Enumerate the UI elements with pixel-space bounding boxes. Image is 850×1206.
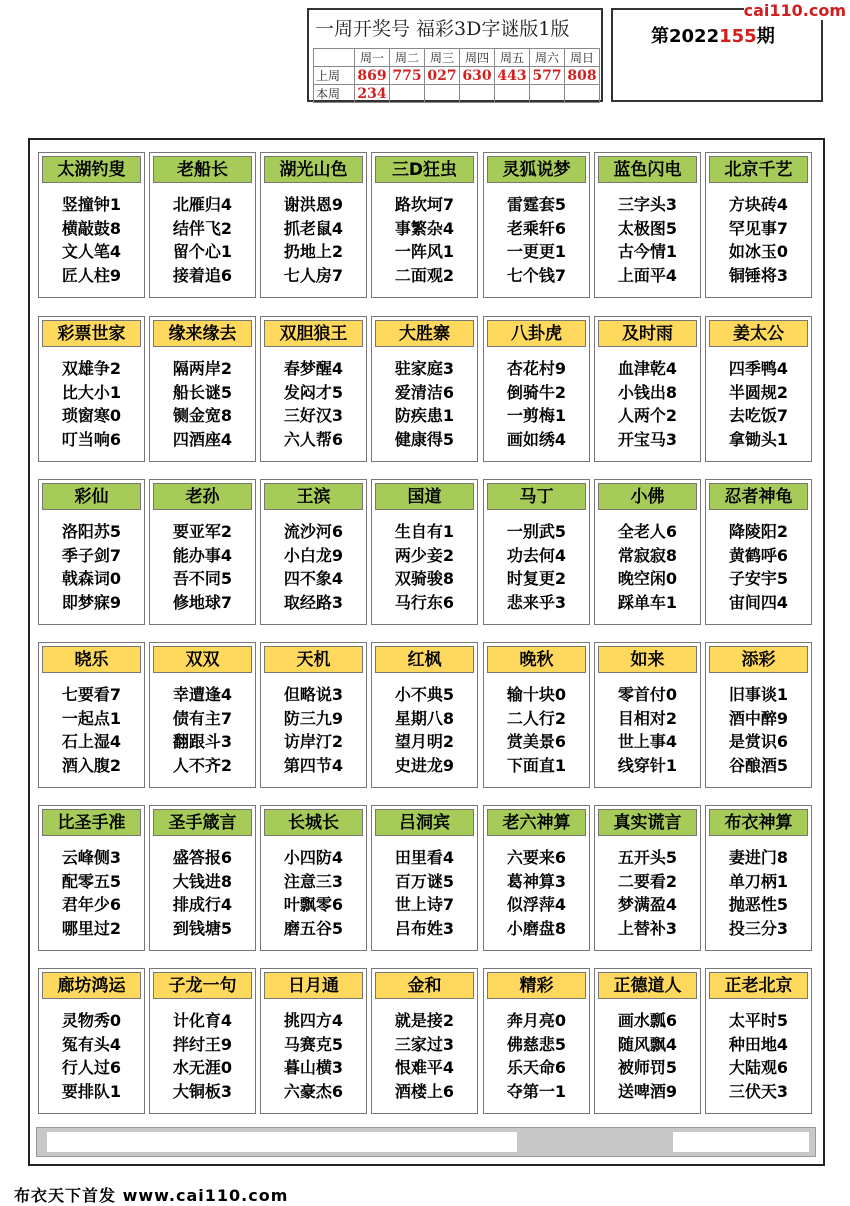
riddle-line: 春梦醒4 — [283, 359, 344, 378]
author-name: 马丁 — [487, 483, 586, 510]
riddle-cell — [260, 316, 367, 462]
author-name: 老孙 — [153, 483, 252, 510]
riddle-line: 季子剑7 — [61, 545, 122, 565]
riddle-cell — [594, 805, 701, 951]
riddle-line: 血津乾4 — [617, 359, 678, 378]
riddle-line: 奔月亮0 — [506, 1011, 567, 1030]
author-name: 长城长 — [264, 809, 363, 836]
draw-number: 577 — [530, 67, 565, 85]
draw-number — [565, 85, 600, 103]
riddle-line: 子安宇5 — [728, 569, 789, 588]
riddle-cell — [371, 968, 478, 1114]
author-name: 正德道人 — [598, 972, 697, 999]
riddle-line: 是赏识6 — [728, 732, 789, 751]
riddle-line: 留个心1 — [172, 242, 233, 261]
riddle-line: 二人行2 — [506, 708, 567, 728]
this-week-label: 本周 — [314, 85, 355, 103]
riddle-line: 大钱进8 — [172, 871, 233, 891]
riddle-cell — [371, 805, 478, 951]
riddle-cell — [149, 642, 256, 788]
riddle-cell — [149, 805, 256, 951]
riddle-line: 上面平4 — [617, 265, 678, 285]
riddle-line: 七人房7 — [283, 265, 344, 285]
riddle-line: 要排队1 — [61, 1081, 122, 1101]
author-name: 湖光山色 — [264, 156, 363, 183]
riddle-line: 两少妾2 — [394, 545, 455, 565]
riddle-line: 史进龙9 — [394, 755, 455, 775]
draw-number: 027 — [425, 67, 460, 85]
riddle-line: 小磨盘8 — [506, 918, 567, 938]
riddle-line: 罕见事7 — [728, 218, 789, 238]
riddle-line: 宙间四4 — [728, 592, 789, 612]
riddle-cell — [371, 479, 478, 625]
author-name: 双胆狼王 — [264, 320, 363, 347]
riddle-line: 结伴飞2 — [172, 218, 233, 238]
riddle-line: 赏美景6 — [506, 732, 567, 751]
draw-results-box — [307, 8, 603, 102]
author-name: 缘来缘去 — [153, 320, 252, 347]
riddle-line: 计化育4 — [172, 1011, 233, 1030]
riddle-line: 健康得5 — [394, 429, 455, 449]
riddle-cell — [149, 479, 256, 625]
riddle-line: 君年少6 — [61, 895, 122, 914]
riddle-cell — [260, 152, 367, 298]
riddle-line: 马赛克5 — [283, 1034, 344, 1054]
riddle-cell — [594, 479, 701, 625]
riddle-line: 五开头5 — [617, 848, 678, 867]
riddle-line: 种田地4 — [728, 1034, 789, 1054]
riddle-line: 磨五谷5 — [283, 918, 344, 938]
riddle-line: 酒楼上6 — [394, 1081, 455, 1101]
riddle-line: 配零五5 — [61, 871, 122, 891]
author-name: 忍者神龟 — [709, 483, 808, 510]
riddle-line: 目相对2 — [617, 708, 678, 728]
riddle-cell — [149, 316, 256, 462]
riddle-line: 老乘轩6 — [506, 218, 567, 238]
riddle-line: 三好汉3 — [283, 406, 344, 425]
riddle-line: 下面直1 — [506, 755, 567, 775]
riddle-line: 防疾患1 — [394, 406, 455, 425]
author-name: 晓乐 — [42, 646, 141, 673]
issue-number: 第2022155期 — [651, 26, 775, 47]
author-name: 姜太公 — [709, 320, 808, 347]
day-fri: 周五 — [495, 49, 530, 67]
riddle-line: 送啤酒9 — [617, 1081, 678, 1101]
riddle-line: 横敲鼓8 — [61, 218, 122, 238]
riddle-cell — [260, 968, 367, 1114]
riddle-line: 画如绣4 — [506, 429, 567, 449]
riddle-cell — [371, 642, 478, 788]
riddle-line: 古今情1 — [617, 242, 678, 261]
draw-number — [530, 85, 565, 103]
riddle-line: 小四防4 — [283, 848, 344, 867]
riddle-line: 流沙河6 — [283, 522, 344, 541]
riddle-cell — [371, 152, 478, 298]
riddle-cell — [594, 152, 701, 298]
riddle-line: 大陆观6 — [728, 1058, 789, 1077]
riddle-cell — [594, 316, 701, 462]
riddle-cell — [38, 805, 145, 951]
riddle-line: 铜锤将3 — [728, 265, 789, 285]
riddle-line: 冤有头4 — [61, 1034, 122, 1054]
riddle-line: 太极图5 — [617, 218, 678, 238]
draw-number: 869 — [355, 67, 390, 85]
riddle-line: 到钱塘5 — [172, 918, 233, 938]
riddle-line: 上替补3 — [617, 918, 678, 938]
author-name: 子龙一句 — [153, 972, 252, 999]
riddle-line: 行人过6 — [61, 1058, 122, 1077]
author-name: 大胜寨 — [375, 320, 474, 347]
riddle-line: 开宝马3 — [617, 429, 678, 449]
riddle-cell — [38, 479, 145, 625]
riddle-line: 石上湿4 — [61, 732, 122, 751]
riddle-line: 叮当响6 — [61, 429, 122, 449]
riddle-cell — [705, 316, 812, 462]
riddle-line: 即梦寐9 — [61, 592, 122, 612]
riddle-cell — [705, 479, 812, 625]
riddle-line: 梦满盈4 — [617, 895, 678, 914]
riddle-line: 四季鸭4 — [728, 359, 789, 378]
riddle-line: 单刀柄1 — [728, 871, 789, 891]
author-name: 灵狐说梦 — [487, 156, 586, 183]
riddle-line: 方块砖4 — [728, 195, 789, 214]
riddle-cell — [260, 479, 367, 625]
author-name: 比圣手准 — [42, 809, 141, 836]
draw-number — [425, 85, 460, 103]
riddle-line: 能办事4 — [172, 545, 233, 565]
riddle-line: 扔地上2 — [283, 242, 344, 261]
riddle-line: 取经路3 — [283, 592, 344, 612]
riddle-line: 恨难平4 — [394, 1058, 455, 1077]
draw-number: 234 — [355, 85, 390, 103]
riddle-line: 小钱出8 — [617, 382, 678, 402]
riddle-line: 债有主7 — [172, 708, 233, 728]
author-name: 添彩 — [709, 646, 808, 673]
riddle-line: 半圆规2 — [728, 382, 789, 402]
riddle-line: 戟森词0 — [61, 569, 122, 588]
footer-strip — [36, 1127, 816, 1157]
riddle-cell — [149, 968, 256, 1114]
riddle-line: 排成行4 — [172, 895, 233, 914]
riddle-line: 六要来6 — [506, 848, 567, 867]
riddle-line: 船长谜5 — [172, 382, 233, 402]
author-name: 吕洞宾 — [375, 809, 474, 836]
riddle-line: 六豪杰6 — [283, 1081, 344, 1101]
riddle-line: 防三九9 — [283, 708, 344, 728]
author-name: 及时雨 — [598, 320, 697, 347]
riddle-line: 吕布姓3 — [394, 918, 455, 938]
author-name: 彩仙 — [42, 483, 141, 510]
riddle-line: 但略说3 — [283, 685, 344, 704]
riddle-line: 降陵阳2 — [728, 522, 789, 541]
riddle-line: 洛阳苏5 — [61, 522, 122, 541]
author-name: 三D狂虫 — [375, 156, 474, 183]
author-name: 天机 — [264, 646, 363, 673]
riddle-line: 挑四方4 — [283, 1011, 344, 1030]
riddle-cell — [705, 805, 812, 951]
author-name: 老六神算 — [487, 809, 586, 836]
riddle-line: 佛慈悲5 — [506, 1034, 567, 1054]
riddle-line: 抛恶性5 — [728, 895, 789, 914]
draw-number: 775 — [390, 67, 425, 85]
riddle-line: 匠人柱9 — [61, 265, 122, 285]
riddle-line: 世上诗7 — [394, 895, 455, 914]
riddle-line: 竖撞钟1 — [61, 195, 122, 214]
author-name: 小佛 — [598, 483, 697, 510]
riddle-line: 一阵风1 — [394, 242, 455, 261]
riddle-line: 乐天命6 — [506, 1058, 567, 1077]
riddle-line: 如冰玉0 — [728, 242, 789, 261]
riddle-line: 就是接2 — [394, 1011, 455, 1030]
riddle-line: 马行东6 — [394, 592, 455, 612]
issue-box — [611, 8, 823, 102]
riddle-line: 二要看2 — [617, 871, 678, 891]
riddle-line: 妻进门8 — [728, 848, 789, 867]
riddle-line: 双骑骏8 — [394, 569, 455, 588]
riddle-line: 拌纣王9 — [172, 1034, 233, 1054]
riddle-line: 水无涯0 — [172, 1058, 233, 1077]
author-name: 国道 — [375, 483, 474, 510]
riddle-line: 叶飘零6 — [283, 895, 344, 914]
riddle-cell — [483, 805, 590, 951]
riddle-line: 旧事谈1 — [728, 685, 789, 704]
author-name: 正老北京 — [709, 972, 808, 999]
riddle-cell — [483, 316, 590, 462]
riddle-line: 时复更2 — [506, 569, 567, 588]
author-name: 蓝色闪电 — [598, 156, 697, 183]
draw-number — [495, 85, 530, 103]
author-name: 晚秋 — [487, 646, 586, 673]
riddle-line: 画水瓢6 — [617, 1011, 678, 1030]
riddle-line: 文人笔4 — [61, 242, 122, 261]
riddle-line: 三家过3 — [394, 1034, 455, 1054]
author-name: 真实谎言 — [598, 809, 697, 836]
riddle-line: 谷酿酒5 — [728, 755, 789, 775]
riddle-line: 修地球7 — [172, 592, 233, 612]
day-mon: 周一 — [355, 49, 390, 67]
riddle-line: 吾不同5 — [172, 569, 233, 588]
draw-number: 443 — [495, 67, 530, 85]
riddle-line: 访岸汀2 — [283, 732, 344, 751]
author-name: 如来 — [598, 646, 697, 673]
riddle-line: 似浮萍4 — [506, 895, 567, 914]
riddle-line: 一剪梅1 — [506, 406, 567, 425]
riddle-line: 酒中醉9 — [728, 708, 789, 728]
draw-number: 630 — [460, 67, 495, 85]
draw-number — [460, 85, 495, 103]
riddle-line: 线穿针1 — [617, 755, 678, 775]
day-tue: 周二 — [390, 49, 425, 67]
author-name: 彩票世家 — [42, 320, 141, 347]
riddle-line: 琐窗寒0 — [61, 406, 122, 425]
riddle-line: 四不象4 — [283, 569, 344, 588]
riddle-line: 一起点1 — [61, 708, 122, 728]
riddle-cell — [149, 152, 256, 298]
riddle-line: 人不齐2 — [172, 755, 233, 775]
riddle-cell — [705, 152, 812, 298]
riddle-line: 全老人6 — [617, 522, 678, 541]
riddle-line: 七要看7 — [61, 685, 122, 704]
riddle-cell — [483, 642, 590, 788]
this-week-row — [314, 85, 600, 103]
riddle-line: 灵物秀0 — [61, 1011, 122, 1030]
riddle-line: 去吃饭7 — [728, 406, 789, 425]
riddle-line: 路坎坷7 — [394, 195, 455, 214]
riddle-line: 百万谜5 — [394, 871, 455, 891]
riddle-line: 悲来乎3 — [506, 592, 567, 612]
riddle-line: 翻跟斗3 — [172, 732, 233, 751]
riddle-line: 暮山横3 — [283, 1058, 344, 1077]
author-name: 王滨 — [264, 483, 363, 510]
days-row — [314, 49, 600, 67]
riddle-line: 六人帮6 — [283, 429, 344, 449]
author-name: 老船长 — [153, 156, 252, 183]
author-name: 布衣神算 — [709, 809, 808, 836]
riddle-line: 驻家庭3 — [394, 359, 455, 378]
riddle-line: 隔两岸2 — [172, 359, 233, 378]
riddle-cell — [705, 642, 812, 788]
riddle-cell — [371, 316, 478, 462]
riddle-cell — [483, 968, 590, 1114]
riddle-line: 葛神算3 — [506, 871, 567, 891]
riddle-line: 铡金宽8 — [172, 406, 233, 425]
riddle-line: 小白龙9 — [283, 545, 344, 565]
author-name: 精彩 — [487, 972, 586, 999]
riddle-line: 杏花村9 — [506, 359, 567, 378]
riddle-cell — [594, 968, 701, 1114]
riddle-line: 黄鹤呼6 — [728, 545, 789, 565]
riddle-line: 爱清洁6 — [394, 382, 455, 402]
riddle-line: 拿锄头1 — [728, 429, 789, 449]
riddle-line: 接着追6 — [172, 265, 233, 285]
draw-table — [313, 48, 600, 103]
author-name: 金和 — [375, 972, 474, 999]
riddle-line: 常寂寂8 — [617, 545, 678, 565]
riddle-line: 功去何4 — [506, 545, 567, 565]
riddle-line: 七个钱7 — [506, 265, 567, 285]
riddle-line: 北雁归4 — [172, 195, 233, 214]
riddle-line: 三伏天3 — [728, 1081, 789, 1101]
riddle-cell — [260, 642, 367, 788]
riddle-line: 人两个2 — [617, 406, 678, 425]
riddle-cell — [483, 152, 590, 298]
riddle-line: 投三分3 — [728, 918, 789, 938]
riddle-line: 夺第一1 — [506, 1081, 567, 1101]
day-thu: 周四 — [460, 49, 495, 67]
riddle-line: 零首付0 — [617, 685, 678, 704]
author-name: 圣手箴言 — [153, 809, 252, 836]
author-name: 北京千艺 — [709, 156, 808, 183]
riddle-line: 双雄争2 — [61, 359, 122, 378]
riddle-line: 幸遭逢4 — [172, 685, 233, 704]
riddle-grid — [28, 138, 825, 1166]
riddle-cell — [594, 642, 701, 788]
riddle-line: 被师罚5 — [617, 1058, 678, 1077]
author-name: 日月通 — [264, 972, 363, 999]
riddle-line: 要亚军2 — [172, 522, 233, 541]
last-week-row — [314, 67, 600, 85]
author-name: 八卦虎 — [487, 320, 586, 347]
author-name: 红枫 — [375, 646, 474, 673]
riddle-line: 太平时5 — [728, 1011, 789, 1030]
riddle-line: 踩单车1 — [617, 592, 678, 612]
riddle-cell — [705, 968, 812, 1114]
riddle-line: 一更更1 — [506, 242, 567, 261]
riddle-line: 谢洪恩9 — [283, 195, 344, 214]
bottom-credit: 布衣天下首发 www.cai110.com — [14, 1186, 289, 1205]
riddle-cell — [38, 642, 145, 788]
riddle-line: 输十块0 — [506, 685, 567, 704]
riddle-cell — [483, 479, 590, 625]
riddle-line: 世上事4 — [617, 732, 678, 751]
riddle-cell — [38, 152, 145, 298]
riddle-line: 第四节4 — [283, 755, 344, 775]
riddle-cell — [260, 805, 367, 951]
riddle-line: 四酒座4 — [172, 429, 233, 449]
author-name: 太湖钓叟 — [42, 156, 141, 183]
riddle-line: 生自有1 — [394, 522, 455, 541]
riddle-line: 星期八8 — [394, 708, 455, 728]
riddle-line: 比大小1 — [61, 382, 122, 402]
day-sat: 周六 — [530, 49, 565, 67]
riddle-line: 事繁杂4 — [394, 218, 455, 238]
riddle-line: 晚空闲0 — [617, 569, 678, 588]
riddle-line: 哪里过2 — [61, 918, 122, 938]
riddle-line: 倒骑牛2 — [506, 382, 567, 402]
day-sun: 周日 — [565, 49, 600, 67]
riddle-line: 田里看4 — [394, 848, 455, 867]
riddle-line: 盛答报6 — [172, 848, 233, 867]
riddle-line: 随风飘4 — [617, 1034, 678, 1054]
riddle-line: 注意三3 — [283, 871, 344, 891]
riddle-cell — [38, 968, 145, 1114]
riddle-line: 二面观2 — [394, 265, 455, 285]
riddle-line: 雷霆套5 — [506, 195, 567, 214]
riddle-line: 大铜板3 — [172, 1081, 233, 1101]
author-name: 双双 — [153, 646, 252, 673]
site-watermark: cai110.com — [743, 1, 846, 20]
riddle-line: 小不典5 — [394, 685, 455, 704]
riddle-line: 望月明2 — [394, 732, 455, 751]
riddle-cell — [38, 316, 145, 462]
day-wed: 周三 — [425, 49, 460, 67]
riddle-line: 一别武5 — [506, 522, 567, 541]
riddle-line: 三字头3 — [617, 195, 678, 214]
author-name: 廊坊鸿运 — [42, 972, 141, 999]
results-title: 一周开奖号 福彩3D字谜版1版 — [315, 18, 570, 40]
riddle-line: 发闷才5 — [283, 382, 344, 402]
riddle-line: 抓老鼠4 — [283, 218, 344, 238]
draw-number — [390, 85, 425, 103]
riddle-line: 云峰侧3 — [61, 848, 122, 867]
draw-number: 808 — [565, 67, 600, 85]
riddle-line: 酒入腹2 — [61, 755, 122, 775]
last-week-label: 上周 — [314, 67, 355, 85]
